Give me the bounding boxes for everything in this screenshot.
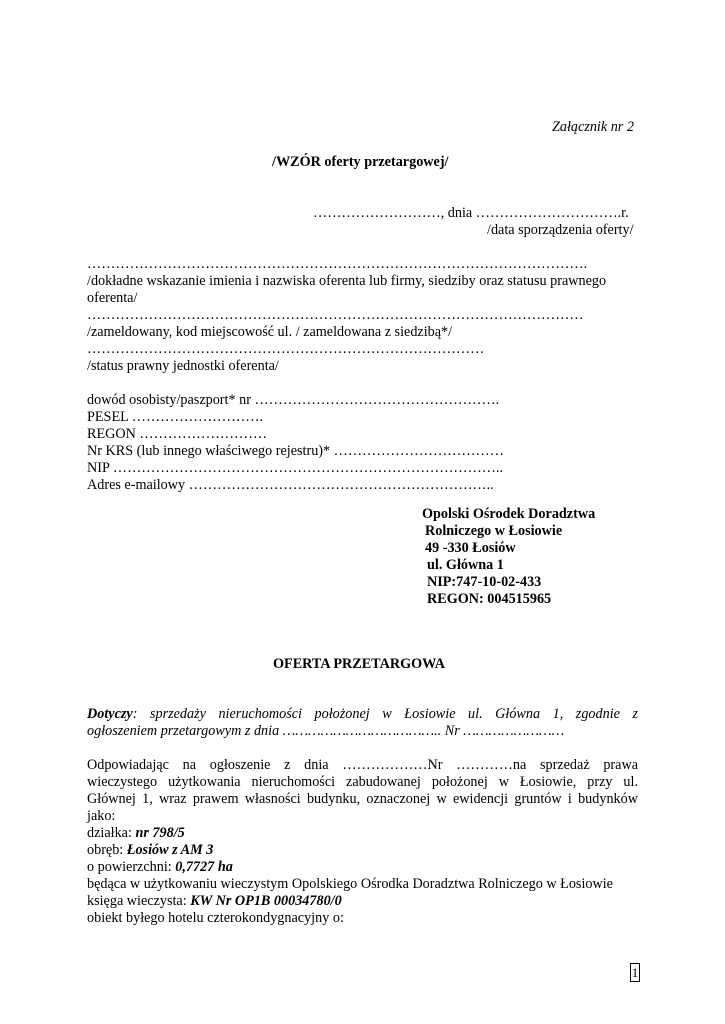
concerns-text: : sprzedaży nieruchomości położonej w Łosiowie ul. Główna 1, zgodnie z [132,706,638,722]
precinct-line [87,842,213,859]
date-caption: /data sporządzenia oferty/ [487,222,634,238]
concerns-paragraph-line-2: ogłoszeniem przetargowym z dnia ……………………………….. Nr …………………… [87,723,565,739]
offer-paragraph-line-4: jako: [87,808,116,824]
offer-paragraph-line-1: Odpowiadając na ogłoszenie z dnia ………………Nr …………na sprzedaż prawa [87,757,638,773]
plot-line [87,825,185,842]
recipient-line-2: Rolniczego w Łosiowie [425,523,563,539]
plot-label: działka: [87,825,136,841]
offer-paragraph-line-2: wieczystego użytkowania nieruchomości zabudowanej położonej w Łosiowie, przy ul. [87,774,638,790]
area-label: o powierzchni: [87,859,176,875]
date-line: ………………………, dnia ………………………….r. [313,205,629,221]
field-krs: Nr KRS (lub innego właściwego rejestru)* ……………………………… [87,443,504,459]
recipient-line-3: 49 -330 Łosiów [425,540,516,556]
bidder-address-dots: …………………………………………………………………………………………… [87,307,584,323]
offer-heading: OFERTA PRZETARGOWA [273,656,445,672]
precinct-value: Łosiów z AM 3 [126,842,214,858]
usage-line: będąca w użytkowaniu wieczystym Opolskiego Ośrodka Doradztwa Rolniczego w Łosiowie [87,876,613,892]
bidder-status-dots: ………………………………………………………………………… [87,341,485,357]
precinct-label: obręb: [87,842,127,858]
concerns-paragraph-line-1 [87,706,638,723]
bidder-name-dots: ……………………………………………………………………………………………. [87,256,588,272]
area-value: 0,7727 ha [175,859,233,875]
page-number: 1 [631,965,639,980]
field-pesel: PESEL ………………………. [87,409,264,425]
land-register-line [87,893,342,910]
area-line [87,859,233,876]
land-register-value: KW Nr OP1B 00034780/0 [190,893,342,909]
concerns-label: Dotyczy [87,706,133,722]
plot-value: nr 798/5 [135,825,185,841]
bidder-address-caption: /zameldowany, kod miejscowość ul. / zameldowana z siedzibą*/ [87,324,453,340]
document-title: /WZÓR oferty przetargowej/ [272,154,449,170]
field-regon: REGON ……………………… [87,426,268,442]
building-line: obiekt byłego hotelu czterokondygnacyjny o: [87,910,344,926]
bidder-name-caption: /dokładne wskazanie imienia i nazwiska oferenta lub firmy, siedziby oraz statusu prawnego [87,273,607,289]
offer-paragraph-line-3: Głównej 1, wraz prawem własności budynku, oznaczonej w ewidencji gruntów i budynków [87,791,638,807]
recipient-line-5: NIP:747-10-02-433 [427,574,542,590]
bidder-name-caption-cont: oferenta/ [87,290,138,306]
attachment-label: Załącznik nr 2 [552,119,634,135]
field-email: Adres e-mailowy ……………………………………………………….. [87,477,494,493]
recipient-line-6: REGON: 004515965 [427,591,552,607]
field-id-document: dowód osobisty/paszport* nr ……………………………………………. [87,392,500,408]
recipient-line-1: Opolski Ośrodek Doradztwa [422,506,596,522]
recipient-line-4: ul. Główna 1 [427,557,504,573]
bidder-status-caption: /status prawny jednostki oferenta/ [87,358,279,374]
field-nip: NIP ……………………………………………………………………….. [87,460,504,476]
land-register-label: księga wieczysta: [87,893,191,909]
